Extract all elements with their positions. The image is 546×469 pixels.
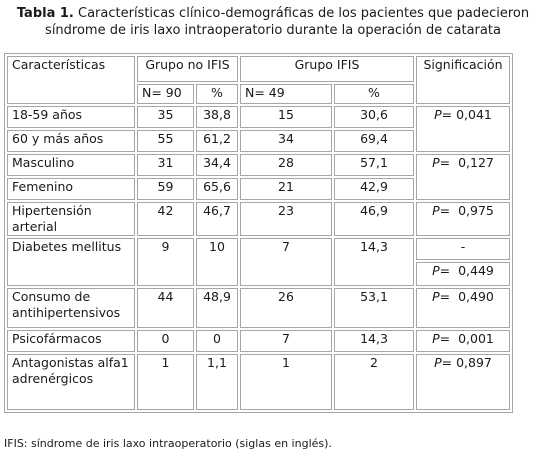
row-label: 60 y más años — [7, 130, 135, 152]
table-footnote: IFIS: síndrome de iris laxo intraoperatorio (siglas en inglés). — [4, 437, 332, 450]
header-significance: Significación — [416, 56, 510, 104]
header-group-no-ifis: Grupo no IFIS — [137, 56, 238, 82]
cell-pct-no-ifis: 1,1 — [196, 354, 238, 410]
row-label: Consumo de antihipertensivos — [7, 288, 135, 328]
header-pct-no-ifis: % — [196, 84, 238, 104]
cell-n-no-ifis: 59 — [137, 178, 194, 200]
cell-n-no-ifis: 42 — [137, 202, 194, 236]
row-label: Hipertensión arterial — [7, 202, 135, 236]
cell-n-ifis: 26 — [240, 288, 332, 328]
cell-pct-ifis: 69,4 — [334, 130, 414, 152]
cell-pct-no-ifis: 34,4 — [196, 154, 238, 176]
cell-n-ifis: 1 — [240, 354, 332, 410]
p-symbol: P — [432, 263, 440, 278]
cell-pct-no-ifis: 38,8 — [196, 106, 238, 128]
cell-n-ifis: 34 — [240, 130, 332, 152]
cell-pct-no-ifis: 48,9 — [196, 288, 238, 328]
p-value: = 0,127 — [439, 155, 494, 170]
p-symbol: P — [432, 289, 440, 304]
cell-significance-age — [416, 106, 510, 152]
cell-pct-no-ifis: 46,7 — [196, 202, 238, 236]
cell-significance-dm-dash: - — [416, 238, 510, 260]
table-row — [7, 202, 510, 236]
cell-n-ifis: 15 — [240, 106, 332, 128]
cell-n-ifis: 28 — [240, 154, 332, 176]
cell-n-no-ifis: 55 — [137, 130, 194, 152]
cell-n-no-ifis: 0 — [137, 330, 194, 352]
header-characteristics: Características — [7, 56, 135, 104]
cell-n-no-ifis: 31 — [137, 154, 194, 176]
cell-n-no-ifis: 1 — [137, 354, 194, 410]
row-label: Antagonistas alfa1 adrenérgicos — [7, 354, 135, 410]
cell-pct-no-ifis: 0 — [196, 330, 238, 352]
row-label: Diabetes mellitus — [7, 238, 135, 286]
p-value: = 0,449 — [439, 263, 494, 278]
cell-pct-no-ifis: 61,2 — [196, 130, 238, 152]
cell-significance-psico — [416, 330, 510, 352]
caption-line-2: síndrome de iris laxo intraoperatorio durante la operación de catarata — [45, 23, 501, 38]
caption-line-1 — [0, 5, 546, 22]
table-row — [7, 288, 510, 328]
row-label: Psicofármacos — [7, 330, 135, 352]
header-group-ifis: Grupo IFIS — [240, 56, 414, 82]
cell-n-no-ifis: 9 — [137, 238, 194, 286]
cell-pct-ifis: 14,3 — [334, 238, 414, 286]
row-label: Femenino — [7, 178, 135, 200]
cell-significance-hta — [416, 202, 510, 236]
p-value: = 0,975 — [439, 203, 494, 218]
cell-pct-no-ifis: 10 — [196, 238, 238, 286]
cell-pct-ifis: 53,1 — [334, 288, 414, 328]
row-label: Masculino — [7, 154, 135, 176]
p-symbol: P — [434, 107, 442, 122]
cell-pct-ifis: 46,9 — [334, 202, 414, 236]
p-symbol: P — [434, 355, 442, 370]
header-n-no-ifis: N= 90 — [137, 84, 194, 104]
header-pct-ifis: % — [334, 84, 414, 104]
cell-pct-ifis: 42,9 — [334, 178, 414, 200]
p-value: = 0,041 — [441, 107, 492, 122]
table-row — [7, 354, 510, 410]
p-value: = 0,490 — [439, 289, 494, 304]
caption-text: Características clínico-demográficas de los pacientes que padecieron — [73, 6, 530, 21]
cell-significance-dm — [416, 262, 510, 286]
table-row — [7, 330, 510, 352]
p-value: = 0,897 — [441, 355, 492, 370]
header-row — [7, 56, 510, 82]
cell-n-no-ifis: 35 — [137, 106, 194, 128]
table-caption — [0, 5, 546, 39]
table-row — [7, 106, 510, 128]
header-n-ifis: N= 49 — [240, 84, 332, 104]
cell-n-ifis: 21 — [240, 178, 332, 200]
cell-pct-ifis: 2 — [334, 354, 414, 410]
table-row — [7, 238, 510, 260]
cell-n-ifis: 7 — [240, 238, 332, 286]
cell-pct-no-ifis: 65,6 — [196, 178, 238, 200]
p-value: = 0,001 — [439, 331, 494, 346]
cell-significance-alpha — [416, 354, 510, 410]
cell-n-ifis: 7 — [240, 330, 332, 352]
p-symbol: P — [432, 203, 440, 218]
cell-significance-antihyp — [416, 288, 510, 328]
p-symbol: P — [432, 155, 440, 170]
table-row — [7, 154, 510, 176]
cell-n-no-ifis: 44 — [137, 288, 194, 328]
cell-pct-ifis: 14,3 — [334, 330, 414, 352]
cell-significance-sex — [416, 154, 510, 200]
cell-pct-ifis: 30,6 — [334, 106, 414, 128]
caption-label: Tabla 1. — [16, 6, 74, 21]
cell-n-ifis: 23 — [240, 202, 332, 236]
cell-pct-ifis: 57,1 — [334, 154, 414, 176]
p-symbol: P — [432, 331, 440, 346]
data-table — [4, 53, 513, 413]
row-label: 18-59 años — [7, 106, 135, 128]
